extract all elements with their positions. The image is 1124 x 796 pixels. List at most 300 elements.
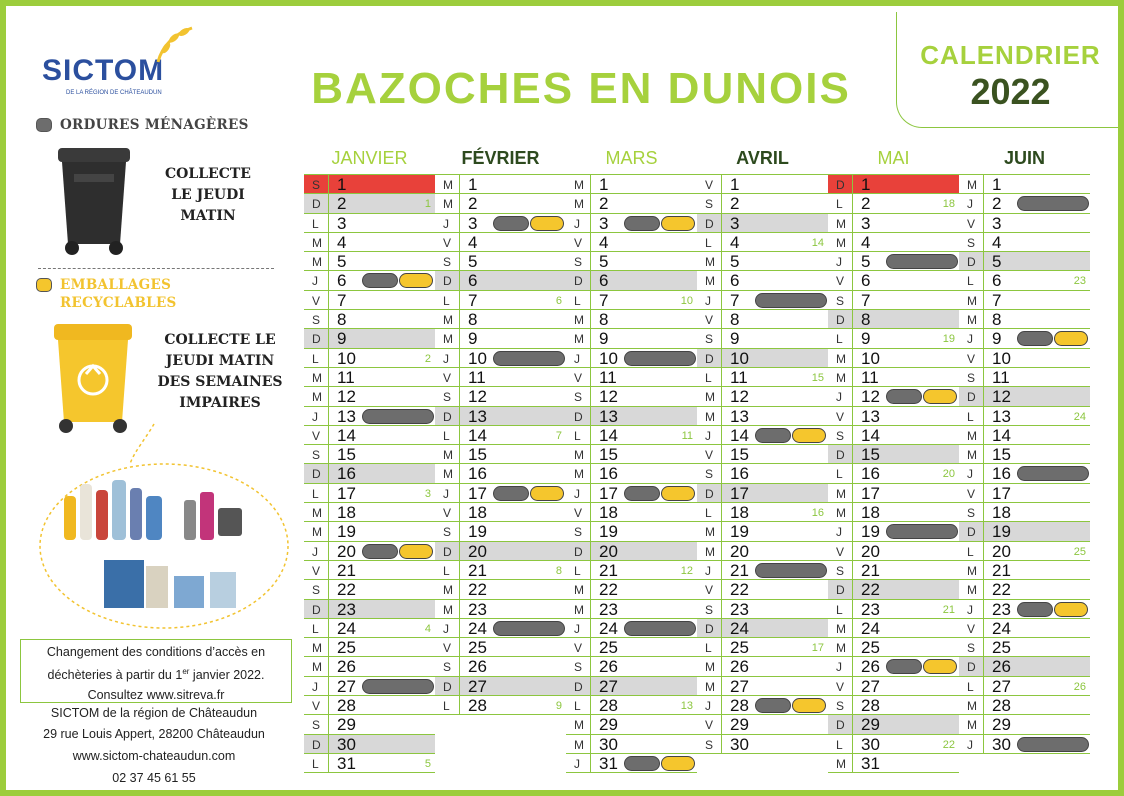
day-letter: V xyxy=(967,486,976,501)
day-row xyxy=(304,271,435,290)
day-number: 10 xyxy=(730,348,749,368)
day-number: 1 xyxy=(599,175,609,194)
day-separator xyxy=(852,349,853,367)
wheat-leaf-icon xyxy=(148,24,208,64)
month-header: MAI xyxy=(877,148,910,168)
day-number: 6 xyxy=(730,271,740,291)
collecte-emballages-text xyxy=(140,330,300,414)
day-row xyxy=(435,194,566,213)
week-number: 20 xyxy=(942,468,955,481)
day-number: 9 xyxy=(730,329,740,349)
day-letter: S xyxy=(967,641,976,656)
day-letter: J xyxy=(574,486,580,501)
day-number: 4 xyxy=(992,232,1002,252)
collecte-ordures-line: COLLECTE xyxy=(165,166,251,182)
day-letter: L xyxy=(574,563,581,578)
day-separator xyxy=(459,175,460,193)
day-row xyxy=(566,349,697,368)
day-separator xyxy=(590,291,591,309)
day-separator xyxy=(328,657,329,675)
day-letter: V xyxy=(574,370,583,385)
day-number: 7 xyxy=(599,290,609,310)
day-separator xyxy=(590,175,591,193)
day-row xyxy=(304,464,435,483)
day-number: 23 xyxy=(861,599,880,619)
day-separator xyxy=(459,696,460,714)
day-row xyxy=(566,561,697,580)
day-separator xyxy=(852,387,853,405)
day-number: 15 xyxy=(992,445,1011,465)
day-separator xyxy=(983,291,984,309)
day-number: 5 xyxy=(992,252,1002,272)
day-number: 13 xyxy=(599,406,618,426)
day-number: 8 xyxy=(992,310,1002,330)
day-number: 3 xyxy=(468,213,478,233)
day-letter: J xyxy=(574,756,580,771)
day-letter: M xyxy=(312,390,322,405)
month-column xyxy=(959,174,1090,754)
day-separator xyxy=(852,657,853,675)
day-number: 19 xyxy=(730,522,749,542)
day-number: 4 xyxy=(730,232,740,252)
day-row xyxy=(435,638,566,657)
day-letter: D xyxy=(836,718,845,733)
day-separator xyxy=(721,561,722,579)
yellow-collection-marker xyxy=(1054,602,1088,617)
day-row xyxy=(828,349,959,368)
week-number: 24 xyxy=(1073,410,1086,423)
collecte-ordures-line: MATIN xyxy=(180,208,236,224)
day-separator xyxy=(459,387,460,405)
day-number: 11 xyxy=(468,367,486,387)
day-row xyxy=(828,310,959,329)
day-row xyxy=(697,291,828,310)
day-row xyxy=(959,445,1090,464)
day-letter: D xyxy=(443,409,452,424)
day-row xyxy=(828,715,959,734)
day-number: 24 xyxy=(468,618,487,638)
day-number: 21 xyxy=(468,560,487,580)
day-letter: V xyxy=(836,274,845,289)
day-letter: V xyxy=(967,621,976,636)
week-number: 22 xyxy=(942,738,955,751)
grey-collection-marker xyxy=(886,659,922,674)
grey-collection-marker xyxy=(1017,331,1053,346)
day-separator xyxy=(852,291,853,309)
day-number: 13 xyxy=(337,406,356,426)
day-letter: M xyxy=(836,641,846,656)
day-row xyxy=(435,426,566,445)
day-separator xyxy=(721,580,722,598)
day-number: 27 xyxy=(992,676,1011,696)
day-number: 6 xyxy=(992,271,1002,291)
day-row xyxy=(304,657,435,676)
month-column xyxy=(697,174,828,754)
day-letter: L xyxy=(836,602,843,617)
day-separator xyxy=(459,426,460,444)
day-letter: M xyxy=(967,293,977,308)
day-letter: M xyxy=(443,448,453,463)
day-letter: M xyxy=(443,467,453,482)
day-separator xyxy=(590,580,591,598)
week-number: 3 xyxy=(424,487,431,500)
day-row xyxy=(566,580,697,599)
day-letter: S xyxy=(312,313,321,328)
day-separator xyxy=(852,715,853,733)
yellow-collection-marker xyxy=(530,216,564,231)
day-number: 16 xyxy=(468,464,487,484)
day-letter: M xyxy=(967,563,977,578)
day-separator xyxy=(590,310,591,328)
day-letter: J xyxy=(967,602,973,617)
day-separator xyxy=(983,426,984,444)
day-number: 21 xyxy=(599,560,618,580)
day-letter: M xyxy=(312,525,322,540)
day-number: 17 xyxy=(599,483,618,503)
day-number: 21 xyxy=(861,560,880,580)
day-letter: J xyxy=(705,699,711,714)
yellow-bin-dot-icon xyxy=(36,278,52,292)
day-row xyxy=(828,677,959,696)
day-row xyxy=(828,754,959,773)
day-number: 10 xyxy=(599,348,618,368)
week-number: 14 xyxy=(811,236,824,249)
day-row xyxy=(959,214,1090,233)
day-separator xyxy=(459,349,460,367)
day-separator xyxy=(590,368,591,386)
day-separator xyxy=(328,175,329,193)
day-number: 8 xyxy=(337,310,347,330)
day-letter: V xyxy=(312,428,321,443)
day-number: 12 xyxy=(861,387,880,407)
legend-ordures xyxy=(36,117,249,133)
day-separator xyxy=(983,214,984,232)
day-separator xyxy=(590,252,591,270)
day-number: 3 xyxy=(992,213,1002,233)
day-number: 28 xyxy=(337,696,356,716)
day-row xyxy=(566,426,697,445)
day-separator xyxy=(459,252,460,270)
day-separator xyxy=(459,329,460,347)
day-number: 27 xyxy=(337,676,356,696)
day-row xyxy=(566,677,697,696)
day-number: 12 xyxy=(337,387,356,407)
day-separator xyxy=(328,407,329,425)
day-separator xyxy=(328,329,329,347)
day-row xyxy=(828,368,959,387)
day-separator xyxy=(459,291,460,309)
day-separator xyxy=(590,214,591,232)
day-letter: L xyxy=(574,428,581,443)
day-number: 2 xyxy=(992,194,1002,214)
day-letter: D xyxy=(967,525,976,540)
day-separator xyxy=(721,600,722,618)
day-separator xyxy=(852,310,853,328)
address-web[interactable]: www.sictom-chateaudun.com xyxy=(72,749,236,763)
day-separator xyxy=(852,503,853,521)
day-separator xyxy=(852,445,853,463)
day-letter: L xyxy=(443,699,450,714)
day-letter: M xyxy=(705,525,715,540)
day-separator xyxy=(721,522,722,540)
day-separator xyxy=(328,214,329,232)
day-separator xyxy=(328,600,329,618)
day-separator xyxy=(983,233,984,251)
collecte-emballages-line: IMPAIRES xyxy=(179,395,261,411)
day-number: 12 xyxy=(468,387,487,407)
collecte-emballages-line: JEUDI MATIN xyxy=(165,353,275,369)
day-separator xyxy=(983,638,984,656)
day-row xyxy=(959,175,1090,194)
day-row xyxy=(566,445,697,464)
day-separator xyxy=(852,368,853,386)
day-number: 2 xyxy=(599,194,609,214)
day-separator xyxy=(590,426,591,444)
day-number: 20 xyxy=(337,541,356,561)
day-number: 21 xyxy=(730,560,749,580)
day-separator xyxy=(983,484,984,502)
day-row xyxy=(828,252,959,271)
day-letter: D xyxy=(443,544,452,559)
day-number: 14 xyxy=(337,425,356,445)
day-row xyxy=(566,503,697,522)
legend-emballages xyxy=(36,276,177,312)
day-separator xyxy=(459,638,460,656)
calendar-year-box xyxy=(896,12,1124,128)
day-row xyxy=(304,561,435,580)
day-number: 25 xyxy=(992,638,1011,658)
day-row xyxy=(828,619,959,638)
day-row xyxy=(435,252,566,271)
day-letter: M xyxy=(705,274,715,289)
day-letter: L xyxy=(312,756,319,771)
info-sup: er xyxy=(182,667,190,676)
day-row xyxy=(566,233,697,252)
day-letter: L xyxy=(836,332,843,347)
day-number: 13 xyxy=(730,406,749,426)
day-separator xyxy=(328,522,329,540)
day-row xyxy=(697,580,828,599)
day-number: 28 xyxy=(730,696,749,716)
day-row xyxy=(304,677,435,696)
day-separator xyxy=(721,657,722,675)
day-separator xyxy=(328,619,329,637)
day-row xyxy=(959,194,1090,213)
day-number: 29 xyxy=(730,715,749,735)
day-row xyxy=(959,580,1090,599)
month-header: FÉVRIER xyxy=(461,148,540,168)
day-separator xyxy=(721,252,722,270)
day-row xyxy=(959,561,1090,580)
week-number: 26 xyxy=(1073,680,1086,693)
day-row xyxy=(304,407,435,426)
day-separator xyxy=(721,194,722,212)
day-separator xyxy=(459,233,460,251)
day-number: 10 xyxy=(337,348,356,368)
day-letter: S xyxy=(312,583,321,598)
grey-collection-marker xyxy=(1017,602,1053,617)
day-letter: M xyxy=(967,583,977,598)
day-letter: D xyxy=(312,467,321,482)
day-number: 7 xyxy=(468,290,478,310)
day-separator xyxy=(328,387,329,405)
day-number: 14 xyxy=(468,425,487,445)
day-row xyxy=(566,522,697,541)
day-number: 16 xyxy=(599,464,618,484)
grey-collection-marker xyxy=(624,621,696,636)
day-letter: D xyxy=(967,255,976,270)
day-row xyxy=(566,657,697,676)
day-row xyxy=(304,252,435,271)
day-separator xyxy=(590,696,591,714)
day-letter: J xyxy=(443,216,449,231)
day-number: 2 xyxy=(468,194,478,214)
day-separator xyxy=(459,484,460,502)
legend-emballages-line: EMBALLAGES xyxy=(60,277,172,293)
day-separator xyxy=(721,291,722,309)
day-number: 27 xyxy=(468,676,487,696)
day-separator xyxy=(328,349,329,367)
day-letter: J xyxy=(967,197,973,212)
day-separator xyxy=(328,194,329,212)
address-street: 29 rue Louis Appert, 28200 Châteaudun xyxy=(43,727,265,741)
day-separator xyxy=(852,580,853,598)
day-letter: D xyxy=(574,409,583,424)
day-letter: M xyxy=(574,602,584,617)
day-number: 5 xyxy=(337,252,347,272)
day-row xyxy=(435,677,566,696)
day-row xyxy=(566,252,697,271)
day-row xyxy=(304,754,435,773)
day-separator xyxy=(459,445,460,463)
day-letter: V xyxy=(443,506,452,521)
day-number: 26 xyxy=(992,657,1011,677)
day-row xyxy=(566,291,697,310)
day-separator xyxy=(852,619,853,637)
day-row xyxy=(304,291,435,310)
day-number: 24 xyxy=(599,618,618,638)
day-row xyxy=(697,522,828,541)
day-number: 6 xyxy=(599,271,609,291)
day-separator xyxy=(328,310,329,328)
day-letter: M xyxy=(574,313,584,328)
yellow-collection-marker xyxy=(530,486,564,501)
day-row xyxy=(697,271,828,290)
day-row xyxy=(697,464,828,483)
day-row xyxy=(435,387,566,406)
day-row xyxy=(304,175,435,194)
day-letter: M xyxy=(574,448,584,463)
day-row xyxy=(959,522,1090,541)
day-letter: M xyxy=(312,255,322,270)
day-row xyxy=(697,329,828,348)
day-separator xyxy=(590,271,591,289)
day-letter: V xyxy=(312,563,321,578)
day-row xyxy=(828,407,959,426)
day-row xyxy=(959,387,1090,406)
day-letter: M xyxy=(836,486,846,501)
day-separator xyxy=(328,677,329,695)
grey-collection-marker xyxy=(362,679,434,694)
day-number: 16 xyxy=(337,464,356,484)
week-number: 21 xyxy=(942,603,955,616)
day-row xyxy=(566,368,697,387)
week-number: 1 xyxy=(424,198,431,211)
day-letter: J xyxy=(705,293,711,308)
day-number: 22 xyxy=(599,580,618,600)
day-number: 6 xyxy=(861,271,871,291)
day-number: 23 xyxy=(730,599,749,619)
day-number: 11 xyxy=(992,367,1010,387)
day-letter: M xyxy=(312,506,322,521)
day-row xyxy=(435,407,566,426)
day-row xyxy=(435,368,566,387)
day-letter: J xyxy=(312,679,318,694)
address-name: SICTOM de la région de Châteaudun xyxy=(50,706,258,720)
day-letter: L xyxy=(443,428,450,443)
day-letter: J xyxy=(836,255,842,270)
day-row xyxy=(435,271,566,290)
day-letter: D xyxy=(312,332,321,347)
day-letter: S xyxy=(967,506,976,521)
day-separator xyxy=(590,484,591,502)
day-number: 30 xyxy=(861,734,880,754)
day-row xyxy=(435,580,566,599)
day-separator xyxy=(721,214,722,232)
day-separator xyxy=(328,233,329,251)
day-separator xyxy=(983,271,984,289)
day-row xyxy=(435,561,566,580)
day-number: 6 xyxy=(337,271,347,291)
day-separator xyxy=(983,310,984,328)
day-number: 1 xyxy=(861,175,871,194)
grey-collection-marker xyxy=(493,351,565,366)
day-separator xyxy=(852,754,853,772)
day-separator xyxy=(983,368,984,386)
day-number: 26 xyxy=(337,657,356,677)
day-separator xyxy=(983,600,984,618)
day-row xyxy=(697,175,828,194)
day-number: 20 xyxy=(599,541,618,561)
day-separator xyxy=(721,426,722,444)
day-letter: D xyxy=(443,679,452,694)
day-row xyxy=(304,522,435,541)
day-row xyxy=(959,407,1090,426)
day-letter: V xyxy=(312,699,321,714)
day-number: 28 xyxy=(861,696,880,716)
day-letter: V xyxy=(836,679,845,694)
day-letter: M xyxy=(443,313,453,328)
day-row xyxy=(959,349,1090,368)
day-number: 15 xyxy=(599,445,618,465)
day-row xyxy=(435,696,566,715)
day-row xyxy=(566,310,697,329)
day-row xyxy=(959,619,1090,638)
day-row xyxy=(959,696,1090,715)
day-separator xyxy=(852,271,853,289)
day-separator xyxy=(983,445,984,463)
day-letter: L xyxy=(312,216,319,231)
day-separator xyxy=(590,233,591,251)
day-number: 23 xyxy=(468,599,487,619)
day-number: 1 xyxy=(730,175,740,194)
grey-collection-marker xyxy=(624,351,696,366)
month-column xyxy=(566,174,697,773)
info-text: déchèteries à partir du 1 xyxy=(47,668,183,683)
day-row xyxy=(828,426,959,445)
day-number: 19 xyxy=(992,522,1011,542)
day-number: 17 xyxy=(468,483,487,503)
